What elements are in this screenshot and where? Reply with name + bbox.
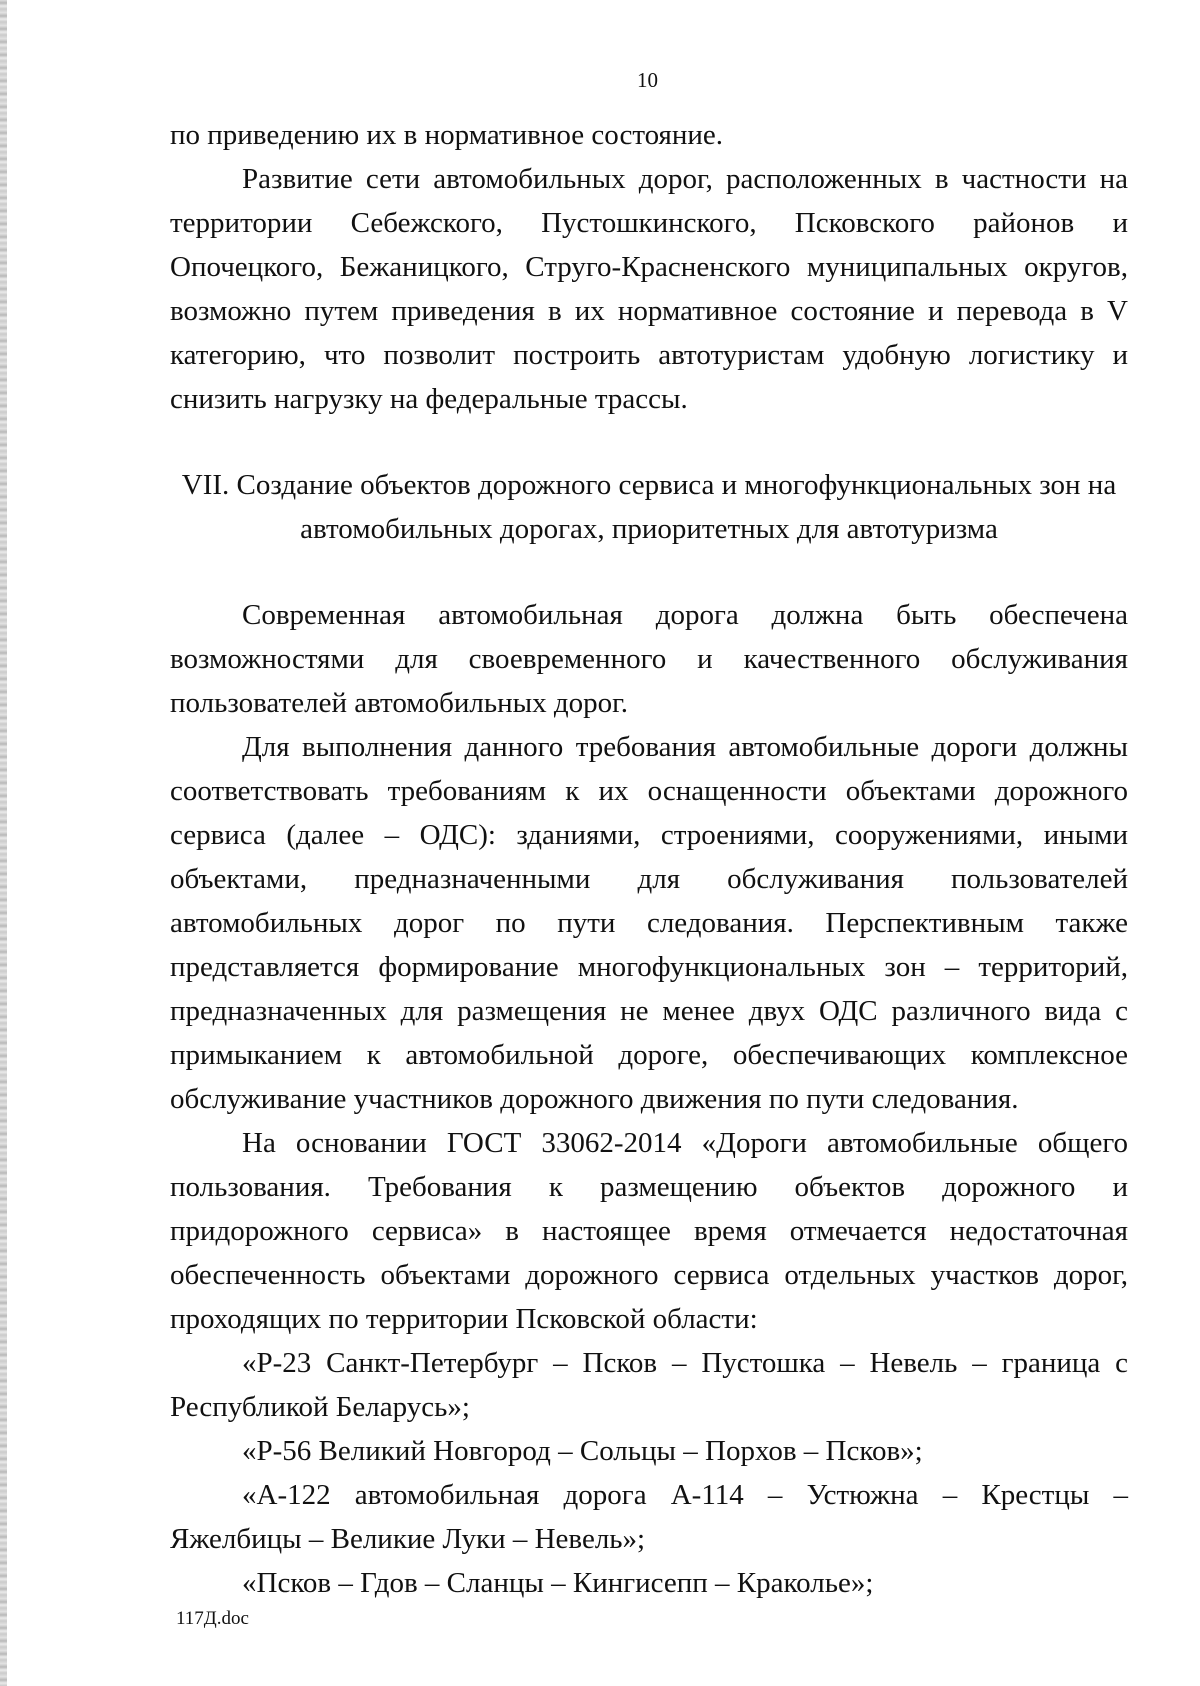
paragraph-gost: На основании ГОСТ 33062-2014 «Дороги автомобильные общего пользования. Требования к размещению объектов дорожного и придорожного сервиса» в настоящее время отмечается недостаточная обеспеченность объектами дорожного сервиса отдельных участков дорог, проходящих по территории Псковской области: [170,1127,1128,1335]
road-item-r23: «Р-23 Санкт-Петербург – Псков – Пустошка – Невель – граница с Республикой Беларусь»; [170,1347,1128,1423]
file-name-footer: 117Д.doc [176,1608,249,1629]
road-item-pskov-gdov: «Псков – Гдов – Сланцы – Кингисепп – Краколье»; [242,1567,874,1599]
document-body [170,113,1128,1605]
paragraph-road-development: Развитие сети автомобильных дорог, расположенных в частности на территории Себежского, Пустошкинского, Псковского районов и Опочецкого, Бежаницкого, Струго-Красненского муниципальных округов, возможно путем приведения в их нормативное состояние и перевода в V категорию, что позволит построить автотуристам удобную логистику и снизить нагрузку на федеральные трассы. [170,163,1128,415]
road-item-r56: «Р-56 Великий Новгород – Сольцы – Порхов – Псков»; [242,1435,923,1467]
section-heading: VII. Создание объектов дорожного сервиса и многофункциональных зон на автомобильных дорогах, приоритетных для автотуризма [181,469,1117,545]
paragraph-requirements: Для выполнения данного требования автомобильные дороги должны соответствовать требованиям к их оснащенности объектами дорожного сервиса (далее – ОДС): зданиями, строениями, сооружениями, иными объектами, предназначенными для обслуживания пользователей автомобильных дорог по пути следования. Перспективным также представляется формирование многофункциональных зон – территорий, предназначенных для размещения не менее двух ОДС различного вида с примыканием к автомобильной дороге, обеспечивающих комплексное обслуживание участников дорожного движения по пути следования. [170,731,1128,1115]
paragraph-modern-road: Современная автомобильная дорога должна быть обеспечена возможностями для своевременного и качественного обслуживания пользователей автомобильных дорог. [170,599,1128,719]
road-item-a122: «А-122 автомобильная дорога А-114 – Устюжна – Крестцы – Яжелбицы – Великие Луки – Невель»; [170,1479,1128,1555]
page-number: 10 [637,68,658,92]
scan-edge [0,0,7,1686]
paragraph-continuation: по приведению их в нормативное состояние. [170,119,724,151]
